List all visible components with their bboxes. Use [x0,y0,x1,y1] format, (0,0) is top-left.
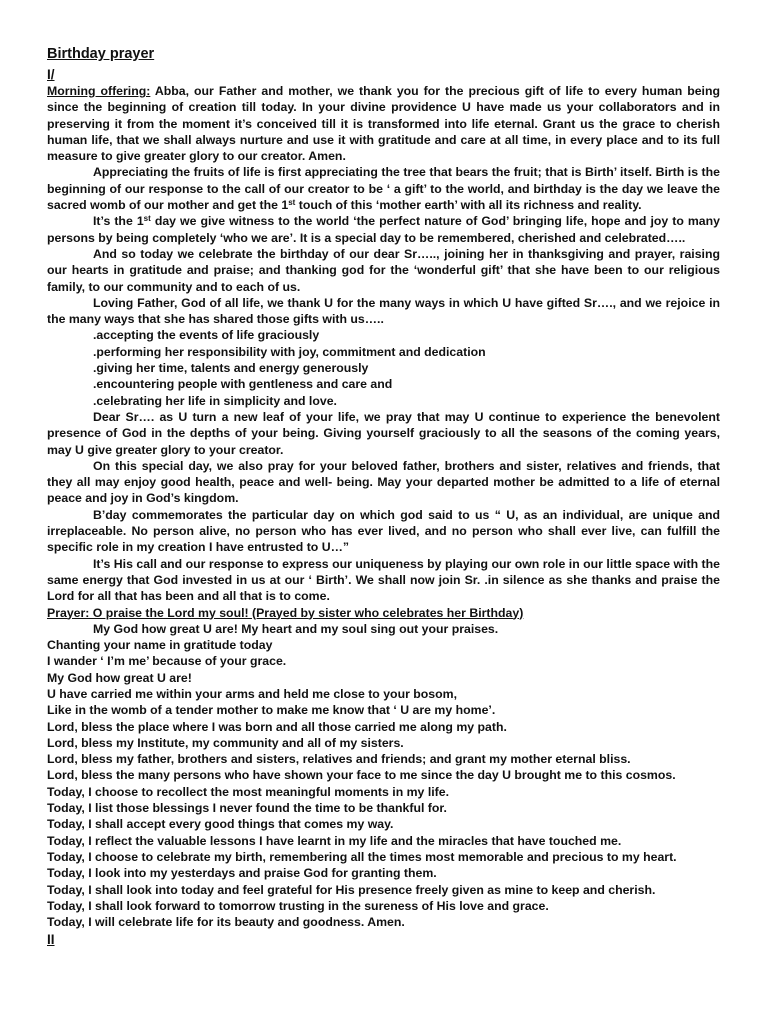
prayer-line: Lord, bless the place where I was born and all those carried me along my path. [47,719,507,734]
paragraph-special-day: On this special day, we also pray for your beloved father, brothers and sister, relatives and friends, that they all may enjoy good health, peace and well- being. May your departed mother be admitted to a life of eternal peace and joy in God’s kingdom. [47,458,720,506]
prayer-line: Today, I shall look into today and feel grateful for His presence freely given as mine to keep and cherish. [47,882,656,897]
prayer-line: Like in the womb of a tender mother to make me know that ‘ U are my home’. [47,703,496,718]
prayer-line: U have carried me within your arms and held me close to your bosom, [47,686,458,701]
bullet-item: .performing her responsibility with joy, commitment and dedication [93,344,486,359]
prayer-line: I wander ‘ I’m me’ because of your grace. [47,654,287,669]
section-marker-2: II [47,932,55,948]
morning-offering-paragraph [47,83,720,164]
prayer-line: Today, I reflect the valuable lessons I have learnt in my life and the miracles that have touched me. [47,833,622,848]
prayer-line: Today, I shall accept every good things that comes my way. [47,817,394,832]
prayer-line: Lord, bless my father, brothers and sisters, relatives and friends; and grant my mother eternal bliss. [47,752,631,767]
prayer-first-line: My God how great U are! My heart and my soul sing out your praises. [93,621,499,636]
paragraph-celebrate: And so today we celebrate the birthday of our dear Sr….., joining her in thanksgiving and prayer, raising our hearts in gratitude and praise; and thanking god for the ‘wonderful gift’ that she have been to our religious family, to our community and to each of us. [47,246,720,294]
paragraph-his-call: It’s His call and our response to express our uniqueness by playing our own role in our little space with the same energy that God invested in us at our ‘ Birth’. We shall now join Sr. .in silence as she thanks and praise the Lord for all that has been and all that is to come. [47,556,720,604]
paragraph-loving-father: Loving Father, God of all life, we thank U for the many ways in which U have gifted Sr…., and we rejoice in the many ways that she has shared those gifts with us….. [47,295,720,327]
bullet-item: .giving her time, talents and energy generously [93,361,369,376]
bullet-item: .celebrating her life in simplicity and love. [93,393,337,408]
paragraph-first-day-text-a: It’s the 1 [93,214,144,229]
bullet-item: .accepting the events of life graciously [93,328,320,343]
morning-offering-label: Morning offering: [47,84,151,98]
prayer-line: Today, I choose to celebrate my birth, remembering all the times most memorable and precious to my heart. [47,849,677,864]
morning-offering-text: Abba, our Father and mother, we thank you for the precious gift of life to every human being since the beginning of creation till today. In your divine providence U have made us your collaborators and in preserving it from the moment it’s conceived till it is transformed into life eternal. Grant us the grace to cherish human life, that we shall always nurture and use it with gratitude and care at all time, in every place and to its full measure to give greater glory to our creator. Amen. [47,84,720,164]
paragraph-first-day-text-b: day we give witness to the world ‘the perfect nature of God’ bringing life, hope and joy to many persons by being completely ‘who we are’. It is a special day to be remembered, cherished and celebrated….. [47,214,721,245]
section-marker-1: I/ [47,67,55,82]
prayer-line: Today, I will celebrate life for its beauty and goodness. Amen. [47,915,405,930]
prayer-line: Chanting your name in gratitude today [47,638,273,653]
paragraph-new-leaf: Dear Sr…. as U turn a new leaf of your life, we pray that may U continue to experience the benevolent presence of God in the depths of your being. Giving yourself graciously to all the seasons of the coming years, may U give greater glory to your creator. [47,409,720,457]
bullet-item: .encountering people with gentleness and care and [93,377,393,392]
paragraph-appreciating [47,164,720,213]
prayer-heading: Prayer: O praise the Lord my soul! (Prayed by sister who celebrates her Birthday) [47,605,524,620]
prayer-line: Today, I list those blessings I never found the time to be thankful for. [47,801,447,816]
superscript-st: st [288,198,296,208]
prayer-line: Today, I choose to recollect the most meaningful moments in my life. [47,784,449,799]
paragraph-appreciating-text-a: Appreciating the fruits of life is first appreciating the tree that bears the fruit; that is Birth’ itself. Birth is the beginning of our response to the call of our creator to be ‘ a gift’ to the world, and birthday is the day we leave the sacred womb of our mother and get the 1 [47,165,720,213]
prayer-line: Lord, bless the many persons who have shown your face to me since the day U brought me to this cosmos. [47,768,676,783]
paragraph-bday-commemorates: B’day commemorates the particular day on which god said to us “ U, as an individual, are unique and irreplaceable. No person alive, no person who has ever lived, and no person who shall ever live, can fulfill the specific role in my creation I have entrusted to U…” [47,507,720,555]
prayer-line: Today, I shall look forward to tomorrow trusting in the sureness of His love and grace. [47,898,549,913]
prayer-line: My God how great U are! [47,670,192,685]
paragraph-first-day [47,213,720,246]
page-title: Birthday prayer [47,46,155,62]
prayer-line: Today, I look into my yesterdays and praise God for granting them. [47,866,437,881]
prayer-line: Lord, bless my Institute, my community and all of my sisters. [47,735,404,750]
superscript-st: st [143,214,151,224]
paragraph-appreciating-text-b: touch of this ‘mother earth’ with all its richness and reality. [295,198,642,213]
